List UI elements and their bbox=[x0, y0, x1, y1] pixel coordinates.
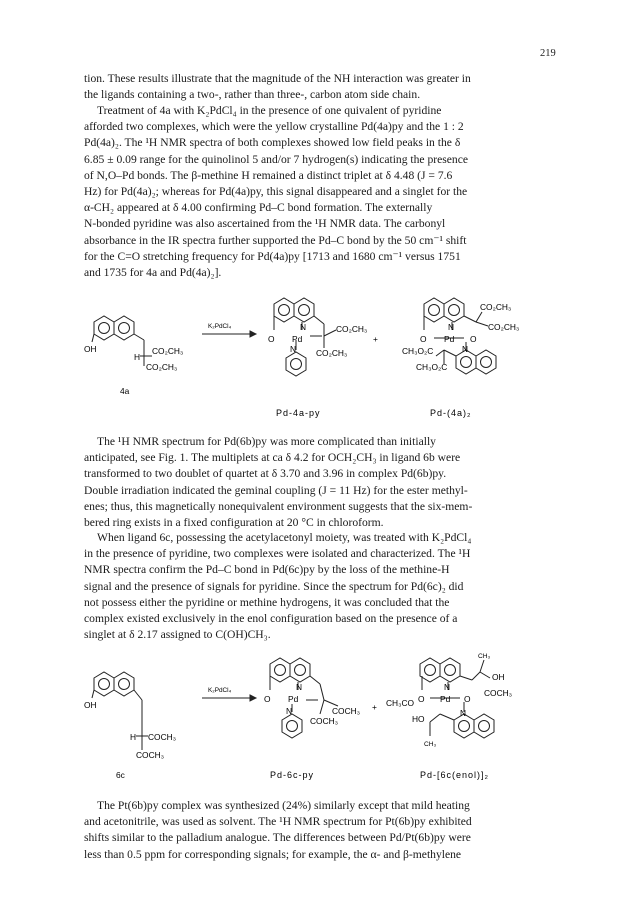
text-line: and 1735 for 4a and Pd(4a)₂]. bbox=[84, 266, 222, 280]
caption-pd-4a-2: Pd-(4a)₂ bbox=[430, 408, 472, 418]
co2ch3-label: CO₂CH₃ bbox=[488, 322, 520, 332]
pd-label: Pd bbox=[440, 694, 451, 704]
text-line: The ¹H NMR spectrum for Pd(6b)py was more complicated than initially bbox=[97, 435, 436, 448]
text-line: N-bonded pyridine was also ascertained from the ¹H NMR data. The carbonyl bbox=[84, 217, 446, 231]
paragraph-1 bbox=[84, 71, 554, 103]
text-line: complex existed exclusively in the enol configuration based on the presence of a bbox=[84, 612, 458, 626]
o-label: O bbox=[264, 694, 271, 704]
reaction-scheme-1 bbox=[84, 290, 554, 424]
coch3-label: COCH₃ bbox=[332, 706, 361, 716]
n-label: N bbox=[286, 706, 293, 716]
coch3-label: COCH₃ bbox=[484, 688, 513, 698]
oh-label: OH bbox=[492, 672, 505, 682]
n-label: N bbox=[444, 682, 451, 692]
text-line: of N,O–Pd bonds. The β-methine H remained a distinct triplet at δ 4.48 (J = 7.6 bbox=[84, 168, 453, 182]
plus-sign: + bbox=[373, 334, 378, 344]
co2ch3-label: CO₂CH₃ bbox=[152, 346, 184, 356]
paragraph-3 bbox=[84, 434, 554, 531]
h-label: H bbox=[134, 352, 141, 362]
pd-label: Pd bbox=[288, 694, 299, 704]
text-line: afforded two complexes, which were the yellow crystalline Pd(4a)py and the 1 : 2 bbox=[84, 120, 464, 134]
text-line: Hz) for Pd(4a)₂; whereas for Pd(4a)py, this signal disappeared and a singlet for the bbox=[84, 185, 468, 199]
oh-label: OH bbox=[84, 700, 97, 710]
reagent-label: K₂PdCl₄ bbox=[208, 687, 232, 694]
text-line: and acetonitrile, was used as solvent. The ¹H NMR spectrum for Pt(6b)py exhibited bbox=[84, 815, 472, 829]
n-label: N bbox=[448, 322, 455, 332]
page-number: 219 bbox=[540, 48, 556, 59]
paragraph-2 bbox=[84, 103, 554, 281]
paragraph-4 bbox=[84, 530, 554, 643]
text-line: Double irradiation indicated the geminal coupling (J = 11 Hz) for the ester methyl- bbox=[84, 483, 468, 497]
text-line: singlet at δ 2.17 assigned to C(OH)CH₃. bbox=[84, 628, 271, 642]
text-line: not possess either the pyridine or methine hydrogens, it was concluded that the bbox=[84, 595, 450, 609]
text-line: Pd(4a)₂. The ¹H NMR spectra of both complexes showed low field peaks in the δ bbox=[84, 136, 461, 150]
coch3-label: COCH₃ bbox=[310, 716, 339, 726]
ho-label: HO bbox=[412, 714, 425, 724]
coch3-label: COCH₃ bbox=[136, 750, 165, 760]
pd-6c-py-structure bbox=[270, 658, 338, 738]
h-label: H bbox=[130, 732, 137, 742]
scheme-1-svg bbox=[84, 290, 554, 424]
text-line: signal and the presence of signals for pyridine. Since the spectrum for Pd(6c)₂ did bbox=[84, 579, 464, 593]
caption-pd-6c-enol-2: Pd-[6c(enol)]₂ bbox=[420, 770, 490, 780]
reaction-scheme-2 bbox=[84, 650, 554, 786]
pd-label: Pd bbox=[444, 334, 455, 344]
text-line: Treatment of 4a with K₂PdCl₄ in the presence of one quivalent of pyridine bbox=[97, 104, 442, 117]
oh-label: OH bbox=[84, 344, 97, 354]
text-line: transformed to two doublet of quartet at δ 3.70 and 3.96 in complex Pd(6b)py. bbox=[84, 467, 447, 481]
pd-label: Pd bbox=[292, 334, 303, 344]
text-line: in the presence of pyridine, two complexes were isolated and characterized. The ¹H bbox=[84, 547, 471, 561]
caption-pd-4a-py: Pd-4a-py bbox=[276, 408, 321, 418]
n-label: N bbox=[290, 344, 297, 354]
text-line: The Pt(6b)py complex was synthesized (24%) similarly except that mild heating bbox=[97, 799, 470, 812]
co2ch3-label: CO₂CH₃ bbox=[146, 362, 178, 372]
pd-6c-enol-2-structure bbox=[420, 658, 494, 738]
text-line: absorbance in the IR spectra further supported the Pd–C bond by the 50 cm⁻¹ shift bbox=[84, 233, 467, 247]
co2ch3-label: CO₂CH₃ bbox=[336, 324, 368, 334]
text-line: shifts similar to the palladium analogue. The differences between Pd/Pt(6b)py were bbox=[84, 831, 471, 845]
compound-label-6c: 6c bbox=[116, 770, 125, 780]
n-label: N bbox=[460, 708, 467, 718]
ch3-label: CH₃ bbox=[478, 653, 491, 660]
paragraph-5 bbox=[84, 798, 554, 863]
o-label: O bbox=[268, 334, 275, 344]
o-label: O bbox=[420, 334, 427, 344]
text-line: less than 0.5 ppm for corresponding signals; for example, the α- and β-methylene bbox=[84, 847, 462, 861]
co2ch3-label: CO₂CH₃ bbox=[480, 302, 512, 312]
quinoline-ring-4a bbox=[92, 316, 152, 366]
o-label: O bbox=[464, 694, 471, 704]
ch3o2c-label: CH₃O₂C bbox=[416, 362, 448, 372]
quinoline-ring-6c bbox=[92, 672, 148, 750]
o-label: O bbox=[470, 334, 477, 344]
text-line: α-CH₂ appeared at δ 4.00 confirming Pd–C bond formation. The externally bbox=[84, 201, 433, 215]
pd-4a-py-structure bbox=[274, 298, 336, 376]
compound-label-4a: 4a bbox=[120, 386, 130, 396]
o-label: O bbox=[418, 694, 425, 704]
text-line: for the C=O stretching frequency for Pd(4a)py [1713 and 1680 cm⁻¹ versus 1751 bbox=[84, 249, 461, 263]
text-line: When ligand 6c, possessing the acetylacetonyl moiety, was treated with K₂PdCl₄ bbox=[97, 531, 472, 544]
text-line: 6.85 ± 0.09 range for the quinolinol 5 and/or 7 hydrogen(s) indicating the presence bbox=[84, 152, 469, 166]
ch3-label: CH₃ bbox=[424, 741, 437, 748]
ch3o2c-label: CH₃O₂C bbox=[402, 346, 434, 356]
caption-pd-6c-py: Pd-6c-py bbox=[270, 770, 315, 780]
reagent-label: K₂PdCl₄ bbox=[208, 323, 232, 330]
n-label: N bbox=[300, 322, 307, 332]
text-line: the ligands containing a two-, rather than three-, carbon atom side chain. bbox=[84, 88, 421, 102]
plus-sign: + bbox=[372, 702, 377, 712]
n-label: N bbox=[296, 682, 303, 692]
co2ch3-label: CO₂CH₃ bbox=[316, 348, 348, 358]
text-line: NMR spectra confirm the Pd–C bond in Pd(6c)py by the loss of the methine-H bbox=[84, 563, 450, 577]
text-line: enes; thus, this magnetically nonequivalent environment suggests that the six-mem- bbox=[84, 499, 473, 513]
text-line: tion. These results illustrate that the magnitude of the NH interaction was greater in bbox=[84, 72, 471, 85]
coch3-label: COCH₃ bbox=[148, 732, 177, 742]
n-label: N bbox=[462, 344, 469, 354]
text-line: anticipated, see Fig. 1. The multiplets at ca δ 4.2 for OCH₂CH₃ in ligand 6b were bbox=[84, 451, 461, 465]
ch3co-label: CH₃CO bbox=[386, 698, 415, 708]
scheme-2-svg bbox=[84, 650, 554, 786]
text-line: bered ring exists in a fixed configuration at 20 °C in chloroform. bbox=[84, 516, 384, 530]
